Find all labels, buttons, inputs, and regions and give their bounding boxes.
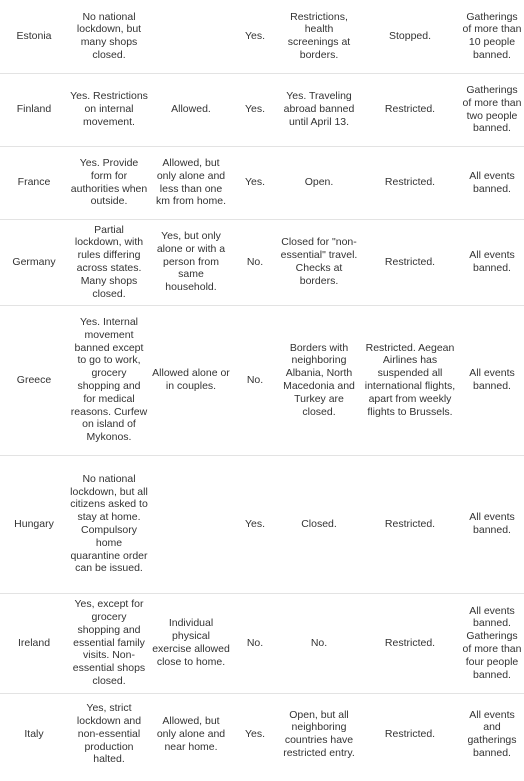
- flights-cell: Restricted.: [360, 455, 460, 593]
- lockdown-cell: Yes, except for grocery shopping and essential family visits. Non-essential shops closed.: [68, 593, 150, 693]
- flights-cell: Restricted.: [360, 219, 460, 305]
- country-cell: France: [0, 146, 68, 219]
- country-cell: Ireland: [0, 593, 68, 693]
- outdoor-cell: Allowed.: [150, 73, 232, 146]
- schools-cell: Yes.: [232, 455, 278, 593]
- schools-cell: No.: [232, 305, 278, 455]
- table-row-hungary: [0, 455, 524, 593]
- outdoor-cell: Allowed, but only alone and near home.: [156, 715, 226, 753]
- flights-cell: Restricted.: [360, 146, 460, 219]
- outdoor-cell: Yes, but only alone or with a person from same household.: [150, 219, 232, 305]
- flights-cell: Stopped.: [360, 0, 460, 73]
- outdoor-cell: Individual physical exercise allowed close to home.: [150, 593, 232, 693]
- lockdown-cell: Yes. Internal movement banned except to go to work, grocery shopping and for medical reasons. Curfew on island of Mykonos.: [68, 305, 150, 455]
- country-cell: Finland: [0, 73, 68, 146]
- flights-cell: Restricted.: [360, 73, 460, 146]
- schools-cell: Yes.: [244, 727, 266, 740]
- borders-cell: No.: [278, 593, 360, 693]
- flights-cell: Restricted.: [384, 727, 436, 740]
- flights-cell: Restricted.: [360, 593, 460, 693]
- table-row-estonia: [0, 0, 524, 73]
- lockdown-cell: Yes, strict lockdown and non-essential production halted.: [76, 702, 142, 766]
- country-cell: Germany: [0, 219, 68, 305]
- schools-cell: No.: [232, 593, 278, 693]
- gatherings-cell: All events banned.: [460, 305, 524, 455]
- schools-cell: Yes.: [232, 146, 278, 219]
- gatherings-cell: All events banned.: [460, 146, 524, 219]
- borders-cell: Closed.: [278, 455, 360, 593]
- schools-cell: Yes.: [232, 73, 278, 146]
- table-row-ireland: [0, 593, 524, 693]
- table-row-greece: [0, 305, 524, 455]
- gatherings-cell: All events banned. Gatherings of more than four people banned.: [460, 593, 524, 693]
- gatherings-cell: Gatherings of more than 10 people banned.: [460, 0, 524, 73]
- schools-cell: No.: [232, 219, 278, 305]
- country-cell: Italy: [24, 727, 44, 740]
- outdoor-cell: [150, 0, 232, 73]
- gatherings-cell: All events and gatherings banned.: [467, 708, 517, 760]
- borders-cell: Open.: [278, 146, 360, 219]
- outdoor-cell: Allowed, but only alone and less than one km from home.: [150, 146, 232, 219]
- gatherings-cell: Gatherings of more than two people banned.: [460, 73, 524, 146]
- lockdown-cell: No national lockdown, but many shops closed.: [68, 0, 150, 73]
- borders-cell: Yes. Traveling abroad banned until April 13.: [278, 73, 360, 146]
- gatherings-cell: All events banned.: [460, 455, 524, 593]
- borders-cell: Closed for "non-essential" travel. Checks at borders.: [278, 219, 360, 305]
- lockdown-cell: Yes. Provide form for authorities when outside.: [68, 146, 150, 219]
- table-row-france: [0, 146, 524, 219]
- lockdown-cell: Partial lockdown, with rules differing across states. Many shops closed.: [68, 219, 150, 305]
- outdoor-cell: [150, 455, 232, 593]
- lockdown-cell: No national lockdown, but all citizens asked to stay at home. Compulsory home quarantine order can be issued.: [68, 455, 150, 593]
- gatherings-cell: All events banned.: [460, 219, 524, 305]
- lockdown-cell: Yes. Restrictions on internal movement.: [68, 73, 150, 146]
- country-cell: Greece: [0, 305, 68, 455]
- schools-cell: Yes.: [232, 0, 278, 73]
- table-row-germany: [0, 219, 524, 305]
- borders-cell: Borders with neighboring Albania, North Macedonia and Turkey are closed.: [278, 305, 360, 455]
- country-cell: Estonia: [0, 0, 68, 73]
- flights-cell: Restricted. Aegean Airlines has suspended all international flights, apart from weekly flights to Brussels.: [360, 305, 460, 455]
- table-row-italy: [0, 693, 524, 775]
- borders-cell: Restrictions, health screenings at borders.: [278, 0, 360, 73]
- outdoor-cell: Allowed alone or in couples.: [150, 305, 232, 455]
- borders-cell: Open, but all neighboring countries have restricted entry.: [283, 708, 355, 760]
- table-row-finland: [0, 73, 524, 146]
- country-cell: Hungary: [0, 455, 68, 593]
